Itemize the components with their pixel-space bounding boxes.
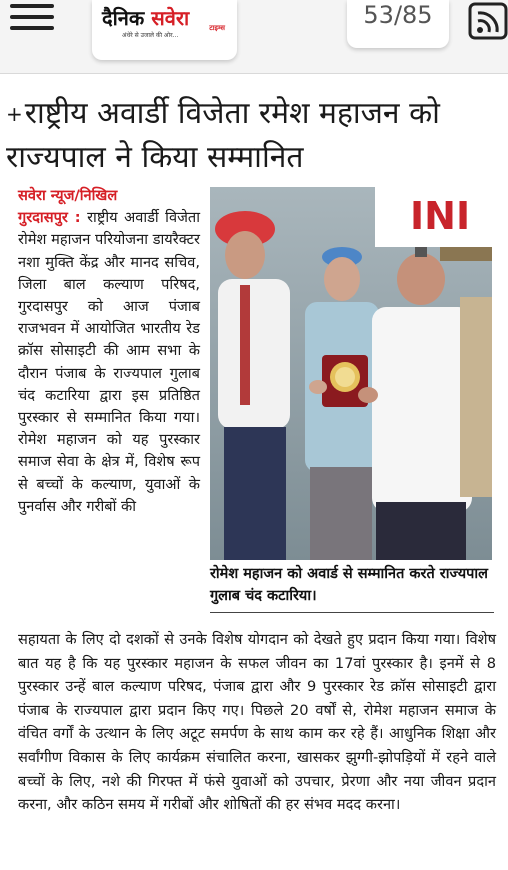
menu-line: [10, 26, 54, 30]
logo-title: [102, 4, 189, 31]
plus-icon: +: [6, 102, 23, 126]
menu-line: [10, 15, 54, 19]
menu-line: [10, 4, 54, 8]
newspaper-logo[interactable]: [92, 0, 237, 60]
hamburger-menu-icon[interactable]: [10, 4, 56, 32]
article-dateline: गुरदासपुर :: [18, 209, 81, 227]
headline-text: राष्ट्रीय अवार्डी विजेता रमेश महाजन को राज्यपाल ने किया सम्मानित: [6, 96, 440, 175]
photo-caption: रोमेश महाजन को अवार्ड से सम्मानित करते राज्यपाल गुलाब चंद कटारिया।: [210, 566, 489, 604]
wifi-signal-icon[interactable]: [468, 0, 508, 42]
top-app-bar: [0, 0, 508, 74]
caption-divider: [210, 612, 494, 613]
page-counter: [347, 0, 449, 48]
logo-tagline: अंधेरे से उजाले की ओर...: [122, 32, 179, 39]
article-column-text: [18, 185, 200, 518]
article-photo: [210, 187, 492, 560]
logo-suffix: टाइम्स: [209, 24, 225, 32]
article-headline: [6, 92, 504, 180]
article-body-text: सहायता के लिए दो दशकों से उनके विशेष योगदान को देखते हुए प्रदान किया गया। विशेष बात यह है कि यह पुरस्कार महाजन के सफल जीवन का 17वां पुरस्कार है। इनमें से 8 पुरस्कार उन्हें बाल कल्याण परिषद, पंजाब द्वारा और 9 पुरस्कार रेड क्रॉस सोसाइटी द्वारा पंजाब के राज्यपाल द्वारा प्रदान किए गए। पिछले 20 वर्षों से, रोमेश महाजन समाज के वंचित वर्गों के उत्थान के लिए अटूट समर्पण के साथ काम कर रहे हैं। आधुनिक शिक्षा और सर्वांगीण विकास के लिए कार्यक्रम संचालित करना, खासकर झुग्गी-झोपड़ियों में रहने वाले बच्चों के लिए, नशे की गिरफ्त में फंसे युवाओं को उपचार, प्रेरणा और नया जीवन प्रदान करना, और कठिन समय में गरीबों और शोषितों की हर संभव मदद करना।: [18, 631, 496, 814]
article-byline: सवेरा न्यूज/निखिल: [18, 187, 118, 204]
logo-part-1: दैनिक: [102, 6, 145, 30]
photo-banner-text: INI: [410, 194, 471, 238]
logo-part-2: सवेरा: [151, 6, 190, 30]
page-counter-text: 53/85: [363, 1, 433, 29]
column-paragraph: राष्ट्रीय अवार्डी विजेता रोमेश महाजन परियोजना डायरैक्टर नशा मुक्ति केंद्र और मानद सचिव, जिला बाल कल्याण परिषद, गुरदासपुर को आज पंजाब राजभवन में आयोजित भारतीय रेड क्रॉस सोसाइटी की आम सभा के दौरान पंजाब के राज्यपाल गुलाब चंद कटारिया द्वारा इस प्रतिष्ठित पुरस्कार से सम्मानित किया गया। रोमेश महाजन को यह पुरस्कार समाज सेवा के क्षेत्र में, विशेष रूप से बच्चों के कल्याण, युवाओं के पुनर्वास और गरीबों की: [18, 209, 200, 515]
